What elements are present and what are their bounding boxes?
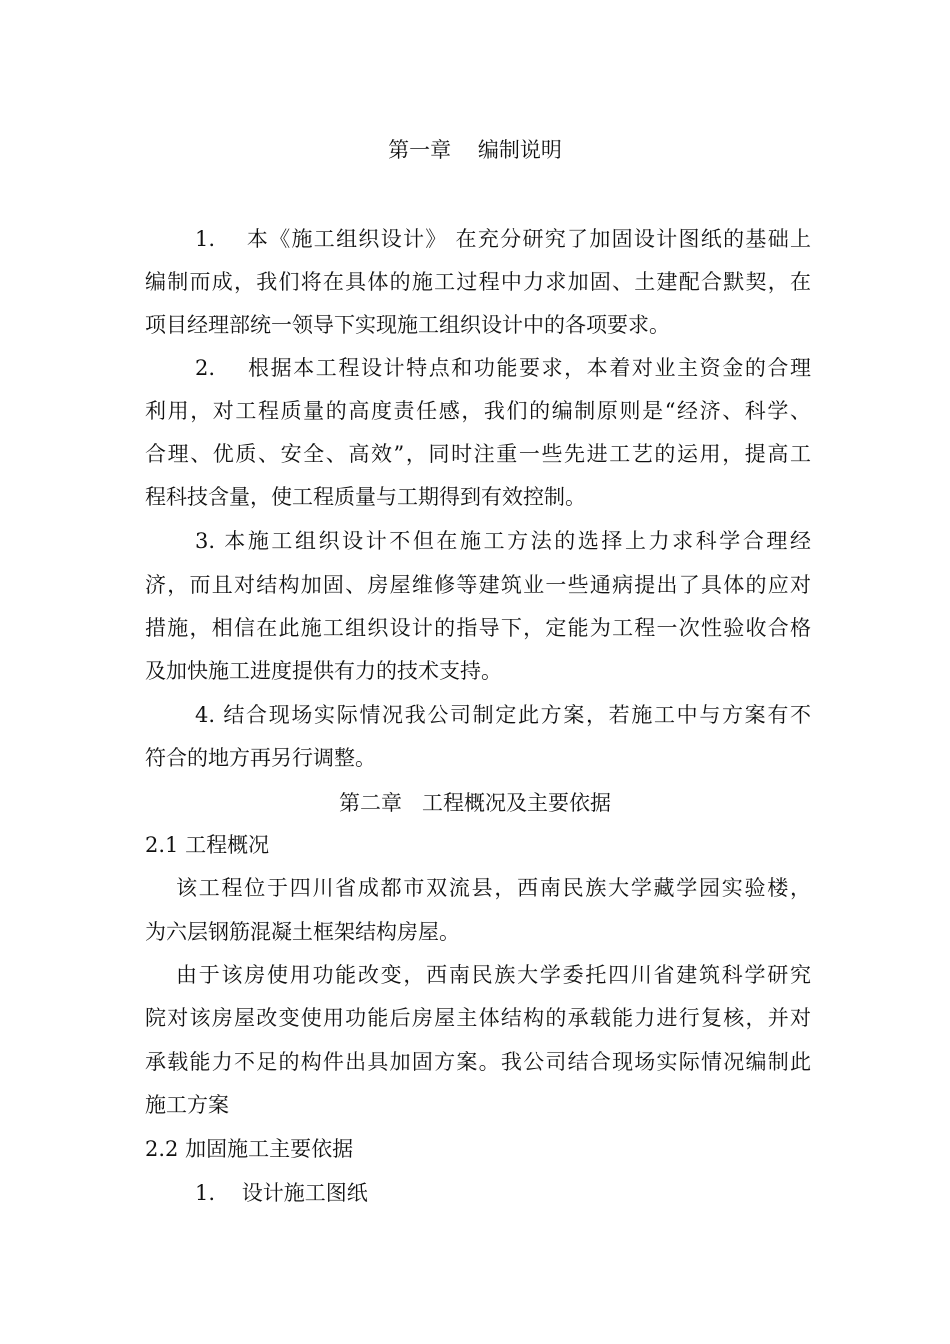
section-2-2-heading: 2.2 加固施工主要依据 [145,1137,354,1161]
ch1-p2-line-1: 2. 根据本工程设计特点和功能要求，本着对业主资金的合理 [195,356,811,380]
s21-p2-line-3: 承载能力不足的构件出具加固方案。我公司结合现场实际情况编制此 [145,1050,811,1074]
ch1-p3-line-4: 及加快施工进度提供有力的技术支持。 [145,659,502,683]
section-2-1-heading: 2.1 工程概况 [145,833,270,857]
s21-p2-line-4: 施工方案 [145,1093,229,1117]
ch1-p2-line-4: 程科技含量，使工程质量与工期得到有效控制。 [145,485,586,509]
ch1-p3-line-2: 济，而且对结构加固、房屋维修等建筑业一些通病提出了具体的应对 [145,573,811,597]
ch1-p3-line-3: 措施，相信在此施工组织设计的指导下，定能为工程一次性验收合格 [145,616,811,640]
ch1-p2-line-2: 利用，对工程质量的高度责任感，我们的编制原则是“经济、科学、 [145,399,811,423]
ch1-p1-line-2: 编制而成，我们将在具体的施工过程中力求加固、土建配合默契，在 [145,270,811,294]
s21-p1-line-2: 为六层钢筋混凝土框架结构房屋。 [145,920,460,944]
chapter-1-title: 第一章 编制说明 [388,138,562,162]
ch1-p2-line-3: 合理、优质、安全、高效”，同时注重一些先进工艺的运用，提高工 [145,442,811,466]
ch1-p1-line-1: 1. 本《施工组织设计》 在充分研究了加固设计图纸的基础上 [195,227,811,251]
s22-list-item-1: 1. 设计施工图纸 [195,1181,368,1205]
chapter-2-title: 第二章 工程概况及主要依据 [338,791,612,815]
ch1-p4-line-1: 4. 结合现场实际情况我公司制定此方案，若施工中与方案有不 [195,703,811,727]
s21-p2-line-2: 院对该房屋改变使用功能后房屋主体结构的承载能力进行复核，并对 [145,1006,811,1030]
s21-p2-line-1: 由于该房使用功能改变，西南民族大学委托四川省建筑科学研究 [176,963,811,987]
ch1-p4-line-2: 符合的地方再另行调整。 [145,746,376,770]
ch1-p3-line-1: 3. 本施工组织设计不但在施工方法的选择上力求科学合理经 [195,529,811,553]
s21-p1-line-1: 该工程位于四川省成都市双流县，西南民族大学藏学园实验楼， [176,876,811,900]
ch1-p1-line-3: 项目经理部统一领导下实现施工组织设计中的各项要求。 [145,313,670,337]
